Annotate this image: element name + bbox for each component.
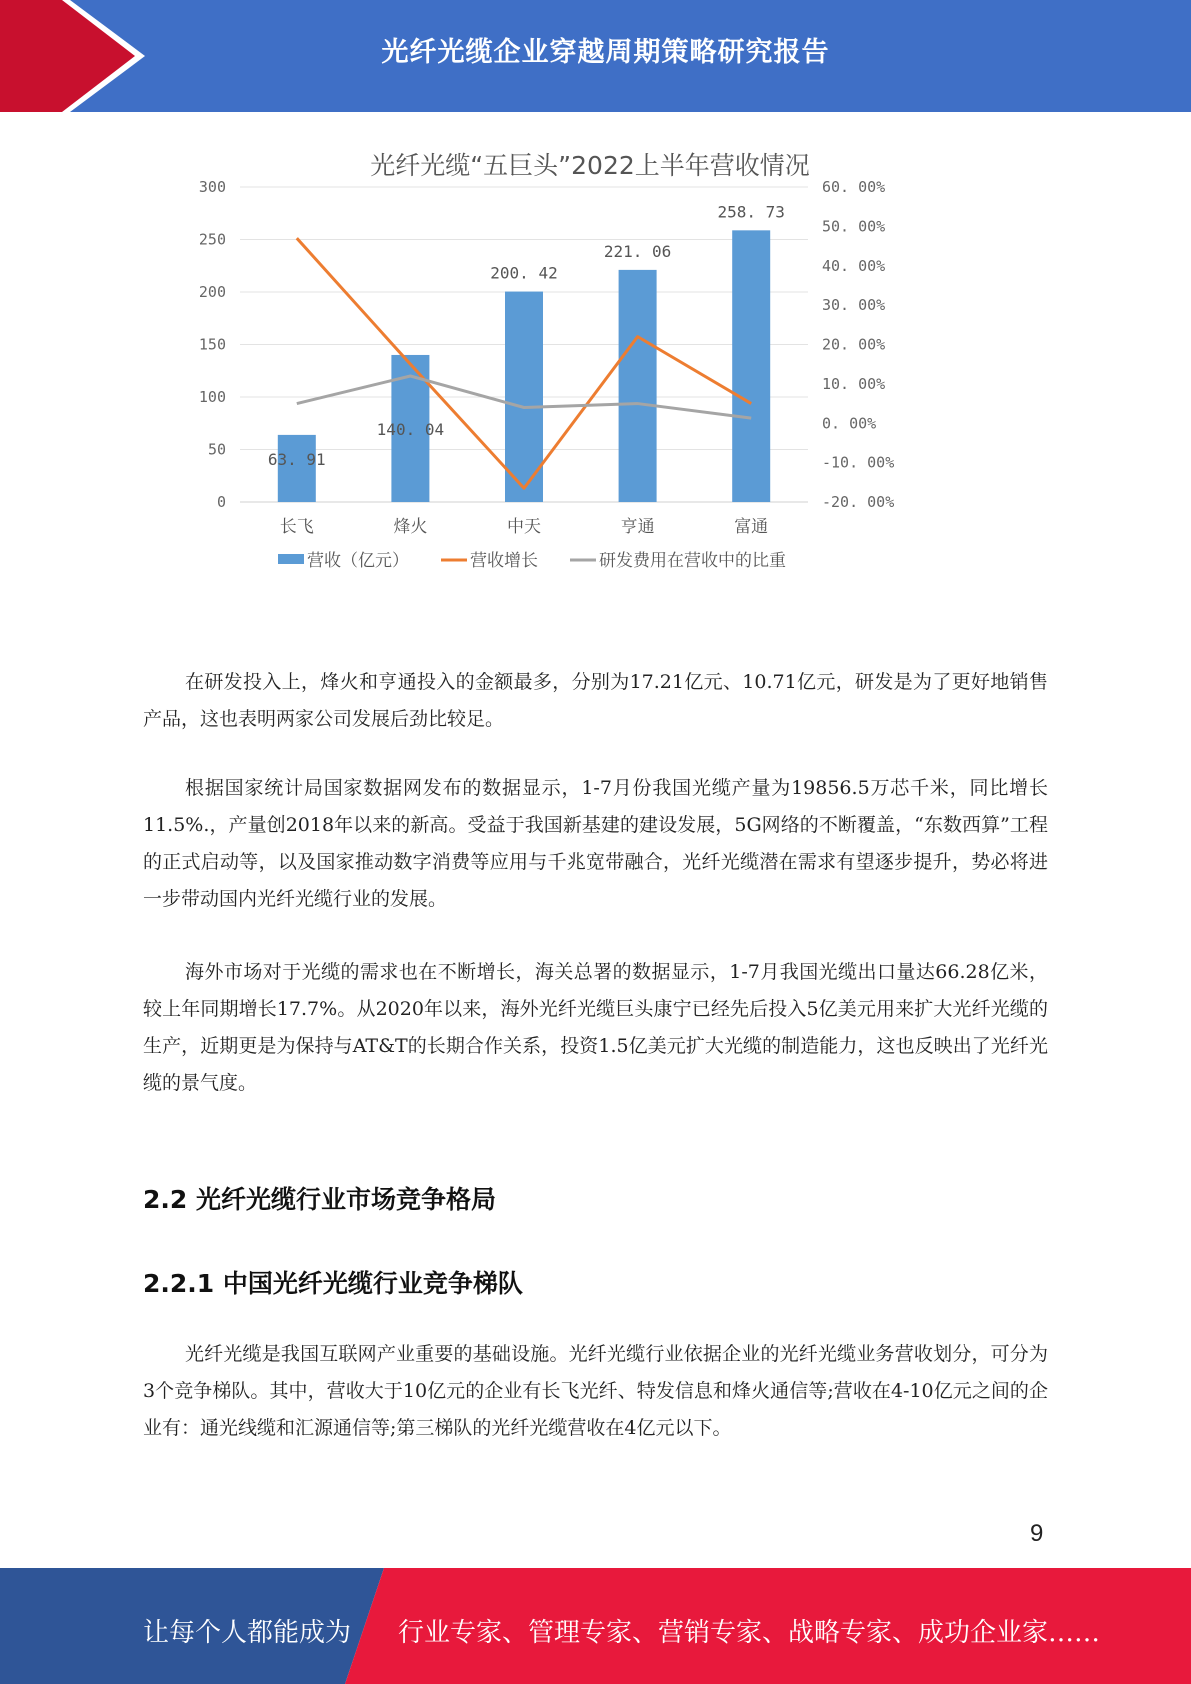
y2-tick-label: -20. 00% — [822, 493, 895, 511]
bar-data-label: 140. 04 — [376, 419, 445, 439]
y2-tick-label: 30. 00% — [822, 296, 886, 315]
bar-富通 — [732, 230, 770, 502]
y-tick-label: 0 — [216, 493, 226, 511]
y-tick-label: 100 — [198, 388, 226, 406]
paragraph-domestic-output: 根据国家统计局国家数据网发布的数据显示，1-7月份我国光缆产量为19856.5万芯千米，同比增长11.5%.，产量创2018年以来的新高。受益于我国新基建的建设发展，5G网络的不断覆盖，“东数西算”工程的正式启动等，以及国家推动数字消费等应用与千兆宽带融合，光纤光缆潜在需求有望逐步提升，势必将进一步带动国内光纤光缆行业的发展。 — [143, 777, 1048, 910]
x-tick-label: 中天 — [507, 517, 541, 537]
paragraph-rd-investment: 在研发投入上，烽火和亨通投入的金额最多，分别为17.21亿元、10.71亿元，研发是为了更好地销售产品，这也表明两家公司发展后劲比较足。 — [143, 671, 1048, 730]
y-tick-label: 300 — [198, 178, 226, 196]
header-title: 光纤光缆企业穿越周期策略研究报告 — [381, 37, 830, 68]
page-number: 9 — [1030, 1520, 1044, 1547]
footer-slogan-left: 让每个人都能成为 — [143, 1618, 352, 1648]
legend-swatch-bar — [278, 554, 304, 564]
revenue-chart — [190, 140, 990, 620]
y2-tick-label: 60. 00% — [822, 178, 886, 196]
bar-data-label: 258. 73 — [717, 202, 785, 222]
x-tick-label: 亨通 — [620, 517, 655, 537]
y2-tick-label: 10. 00% — [822, 374, 886, 393]
y-tick-label: 50 — [207, 440, 226, 459]
chart-canvas — [190, 140, 990, 620]
y2-tick-label: 0. 00% — [822, 414, 877, 433]
x-tick-label: 烽火 — [393, 517, 428, 537]
chart-title: 光纤光缆“五巨头”2022上半年营收情况 — [370, 151, 810, 180]
bar-data-label: 221. 06 — [603, 241, 672, 261]
y2-tick-label: 20. 00% — [822, 335, 886, 354]
bar-data-label: 63. 91 — [267, 449, 326, 469]
bar-亨通 — [619, 270, 657, 502]
y2-tick-label: -10. 00% — [822, 453, 895, 472]
x-tick-label: 富通 — [734, 517, 769, 537]
y-tick-label: 250 — [198, 230, 226, 249]
paragraph-competition-tiers: 光纤光缆是我国互联网产业重要的基础设施。光纤光缆行业依据企业的光纤光缆业务营收划分，可分为3个竞争梯队。其中，营收大于10亿元的企业有长飞光纤、特发信息和烽火通信等;营收在4-10亿元之间的企业有：通光线缆和汇源通信等;第三梯队的光纤光缆营收在4亿元以下。 — [143, 1343, 1048, 1439]
legend-label: 研发费用在营收中的比重 — [599, 551, 786, 571]
bar-data-label: 200. 42 — [490, 263, 558, 283]
footer-slogan-right: 行业专家、管理专家、营销专家、战略专家、成功企业家…… — [398, 1618, 1101, 1648]
legend-label: 营收（亿元） — [307, 551, 409, 571]
section-heading-2-2-1: 2.2.1 中国光纤光缆行业竞争梯队 — [143, 1269, 523, 1298]
paragraph-overseas-market: 海外市场对于光缆的需求也在不断增长，海关总署的数据显示，1-7月我国光缆出口量达66.28亿米，较上年同期增长17.7%。从2020年以来，海外光纤光缆巨头康宁已经先后投入5亿美元用来扩大光纤光缆的生产，近期更是为保持与AT&T的长期合作关系，投资1.5亿美元扩大光缆的制造能力，这也反映出了光纤光缆的景气度。 — [143, 961, 1048, 1094]
x-tick-label: 长飞 — [279, 517, 314, 537]
page-footer — [0, 1568, 1191, 1684]
y-tick-label: 150 — [198, 335, 226, 354]
section-heading-2-2: 2.2 光纤光缆行业市场竞争格局 — [143, 1185, 496, 1214]
y2-tick-label: 40. 00% — [822, 256, 886, 275]
legend-label: 营收增长 — [470, 551, 538, 571]
y-tick-label: 200 — [198, 283, 226, 301]
page-header — [0, 0, 1191, 112]
y2-tick-label: 50. 00% — [822, 217, 886, 236]
